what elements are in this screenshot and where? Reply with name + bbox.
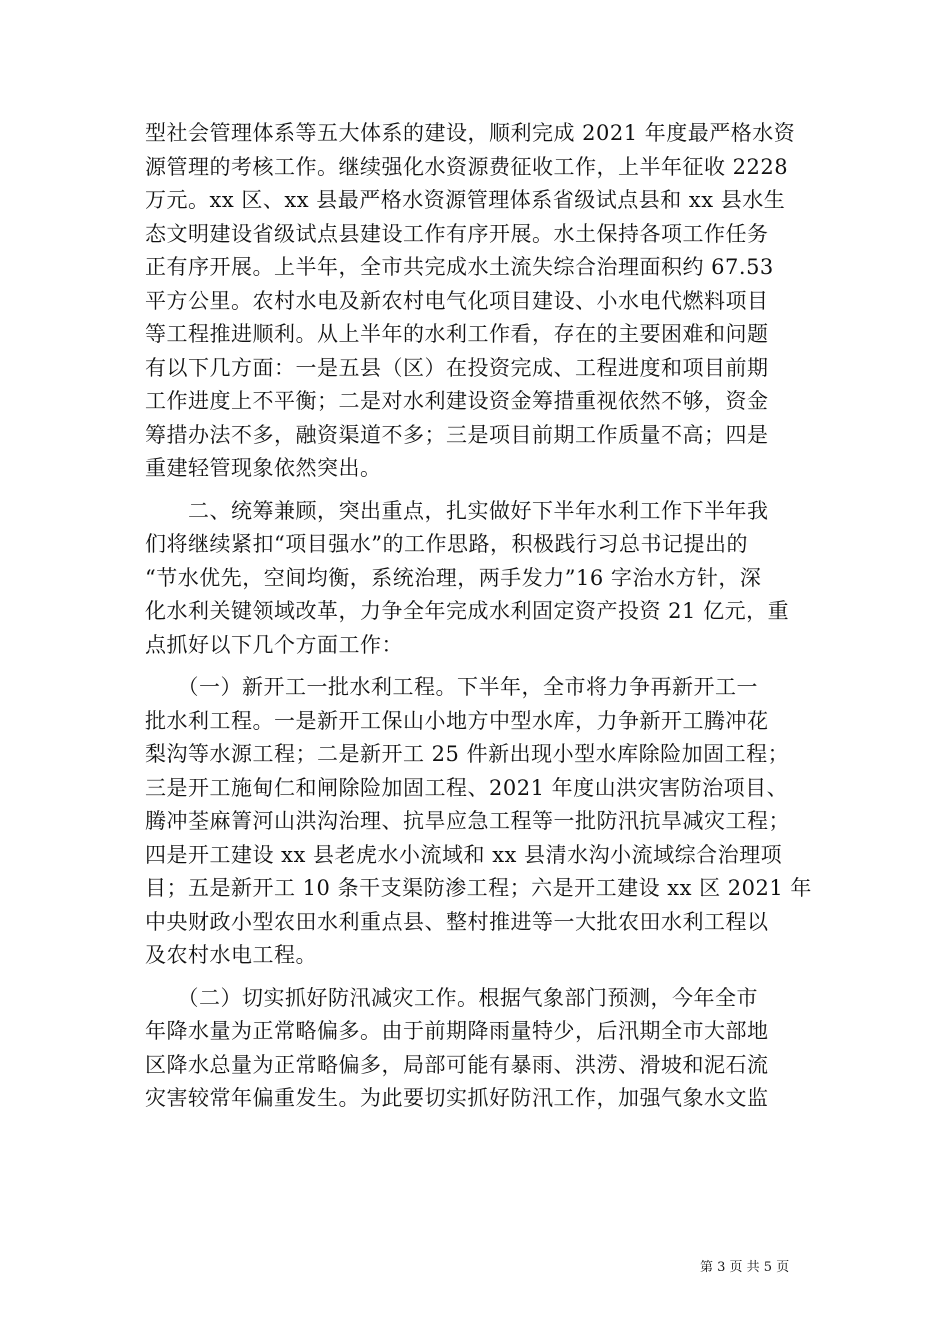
text-line: 目；五是新开工 10 条干支渠防渗工程；六是开工建设 xx 区 2021 年: [145, 876, 812, 900]
text-line: 三是开工施甸仁和闸除险加固工程、2021 年度山洪灾害防治项目、: [145, 775, 789, 800]
text-line: 源管理的考核工作。继续强化水资源费征收工作，上半年征收 2228: [145, 154, 789, 179]
paragraph: [145, 117, 805, 486]
paragraph: [145, 671, 812, 973]
text-line: 筹措办法不多，融资渠道不多；三是项目前期工作质量不高；四是: [145, 422, 769, 447]
document-body: [145, 117, 812, 1116]
text-line: 年降水量为正常略偏多。由于前期降雨量特少，后汛期全市大部地: [145, 1019, 769, 1043]
paragraph-gap: [145, 662, 805, 671]
text-line: 态文明建设省级试点县建设工作有序开展。水土保持各项工作任务: [145, 221, 769, 246]
paragraph: [145, 982, 805, 1116]
paragraph-gap: [145, 486, 805, 495]
text-line: 及农村水电工程。: [145, 943, 317, 967]
page-number-footer: 第 3 页 共 5 页: [700, 1260, 790, 1275]
text-line: 型社会管理体系等五大体系的建设，顺利完成 2021 年度最严格水资: [145, 121, 796, 145]
text-line: “节水优先，空间均衡，系统治理，两手发力”16 字治水方针，深: [145, 565, 762, 590]
text-line: 梨沟等水源工程；二是新开工 25 件新出现小型水库除险加固工程；: [145, 742, 790, 766]
text-line: 平方公里。农村水电及新农村电气化项目建设、小水电代燃料项目: [145, 288, 769, 313]
text-line: 万元。xx 区、xx 县最严格水资源管理体系省级试点县和 xx 县水生: [145, 188, 786, 212]
text-line: （二）切实抓好防汛减灾工作。根据气象部门预测，今年全市: [145, 985, 758, 1010]
text-line: 正有序开展。上半年，全市共完成水土流失综合治理面积约 67.53: [145, 255, 774, 279]
text-line: 重建轻管现象依然突出。: [145, 456, 382, 480]
text-line: 四是开工建设 xx 县老虎水小流域和 xx 县清水沟小流域综合治理项: [145, 842, 783, 867]
text-line: 工作进度上不平衡；二是对水利建设资金筹措重视依然不够，资金: [145, 389, 769, 413]
text-line: 等工程推进顺利。从上半年的水利工作看，存在的主要困难和问题: [145, 322, 769, 346]
text-line: 中央财政小型农田水利重点县、整村推进等一大批农田水利工程以: [145, 909, 769, 934]
paragraph-gap: [145, 973, 805, 982]
text-line: 点抓好以下几个方面工作：: [145, 632, 403, 657]
text-line: 二、统筹兼顾，突出重点，扎实做好下半年水利工作下半年我: [145, 498, 769, 523]
paragraph: [145, 495, 805, 663]
text-line: 们将继续紧扣“项目强水”的工作思路，积极践行习总书记提出的: [145, 532, 748, 556]
text-line: 区降水总量为正常略偏多，局部可能有暴雨、洪涝、滑坡和泥石流: [145, 1052, 769, 1077]
text-line: 化水利关键领域改革，力争全年完成水利固定资产投资 21 亿元，重: [145, 599, 790, 623]
text-line: （一）新开工一批水利工程。下半年，全市将力争再新开工一: [145, 675, 758, 699]
text-line: 批水利工程。一是新开工保山小地方中型水库，力争新开工腾冲花: [145, 708, 769, 733]
text-line: 腾冲荃麻箐河山洪沟治理、抗旱应急工程等一批防汛抗旱减灾工程；: [145, 809, 790, 833]
text-line: 灾害较常年偏重发生。为此要切实抓好防汛工作，加强气象水文监: [145, 1086, 769, 1110]
text-line: 有以下几方面：一是五县（区）在投资完成、工程进度和项目前期: [145, 355, 769, 380]
